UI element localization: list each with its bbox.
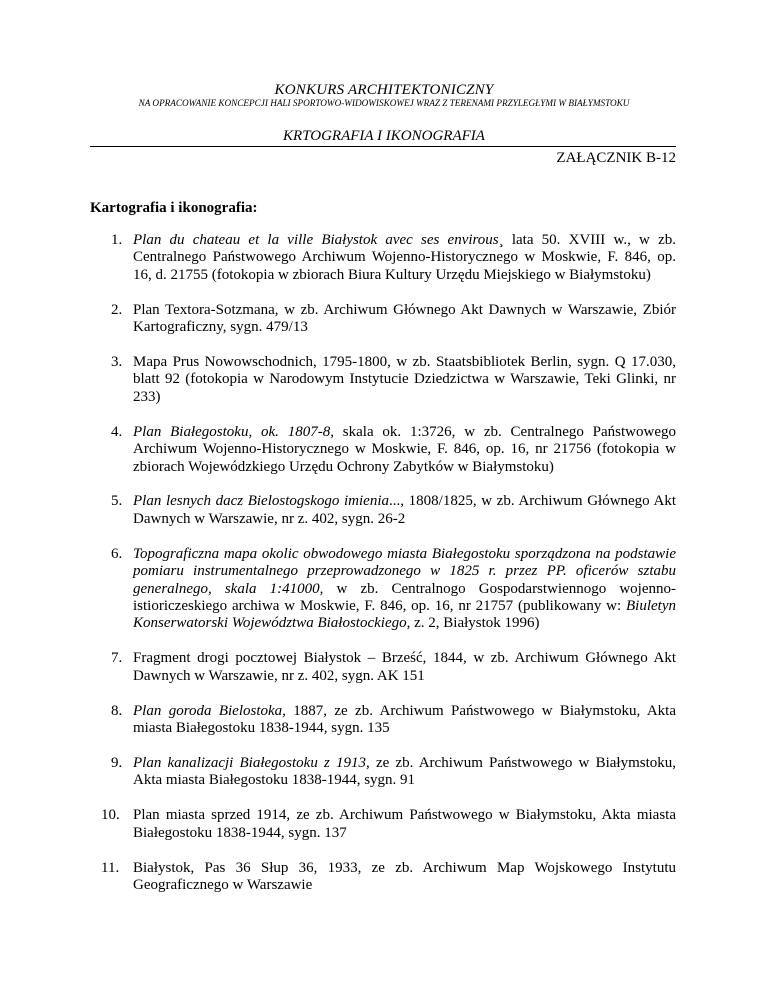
item-title-italic: Plan du chateau et la ville Białystok avec ses envirous bbox=[133, 232, 499, 248]
item-text: ..., 1808/1825, w zb. Archiwum Głównego Akt Dawnych w Warszawie, nr z. 402, sygn. 26-2 bbox=[133, 493, 676, 527]
item-text: , w zb. Centralnogo Gospodarstwiennogo wojenno-istioriczeskiego archiwa w Moskwie, F. 846, op. 16, nr 21757 (publikowany w: bbox=[133, 580, 676, 614]
list-item bbox=[90, 755, 676, 790]
item-text: Białystok, Pas 36 Słup 36, 1933, ze zb. Archiwum Map Wojskowego Instytutu Geograficznego w Warszawie bbox=[133, 859, 676, 893]
item-number: 2. bbox=[111, 301, 123, 318]
item-text: Plan miasta sprzed 1914, ze zb. Archiwum Państwowego w Białymstoku, Akta miasta Białegostoku 1838-1944, sygn. 137 bbox=[133, 807, 676, 841]
item-title-italic: Biuletyn Konserwatorski Województwa Białostockiego bbox=[133, 598, 676, 632]
item-text: Plan Textora-Sotzmana, w zb. Archiwum Głównego Akt Dawnych w Warszawie, Zbiór Kartograficzny, sygn. 479/13 bbox=[133, 301, 676, 336]
item-text: , z. 2, Białystok 1996) bbox=[406, 615, 540, 632]
item-title-italic: Topograficzna mapa okolic obwodowego miasta Białegostoku sporządzona na podstawie pomiaru instrumentalnego przeprowadzonego w 1825 r. przez PP. oficerów sztabu generalnego, skala 1:41000 bbox=[133, 545, 676, 597]
item-text: ze zb. Archiwum Państwowego w Białymstoku, Akta miasta Białegostoku 1838-1944, sygn. 91 bbox=[133, 754, 676, 789]
item-title-italic: Plan Białegostoku, ok. 1807-8, bbox=[133, 423, 334, 440]
list-item bbox=[90, 302, 676, 337]
item-title-italic: Plan goroda Bielostoka, bbox=[133, 702, 286, 719]
list-item bbox=[90, 546, 676, 633]
list-item bbox=[90, 493, 676, 528]
list-item bbox=[90, 650, 676, 685]
list-item bbox=[90, 703, 676, 738]
item-number: 4. bbox=[111, 423, 123, 440]
competition-subtitle: NA OPRACOWANIE KONCEPCJI HALI SPORTOWO-WIDOWISKOWEJ WRAZ Z TERENAMI PRZYLEGŁYMI W BIAŁYMSTOKU bbox=[138, 98, 630, 108]
list-item bbox=[90, 354, 676, 406]
item-number: 5. bbox=[111, 493, 123, 510]
item-number: 9. bbox=[111, 754, 123, 771]
list-item bbox=[90, 860, 676, 895]
list-heading: Kartografia i ikonografia: bbox=[90, 200, 258, 216]
item-number: 6. bbox=[111, 545, 123, 562]
section-title: KRTOGRAFIA I IKONOGRAFIA bbox=[283, 128, 485, 144]
item-title-italic: Plan lesnych dacz Bielostogskogo imienia bbox=[133, 493, 390, 510]
item-number: 10. bbox=[101, 807, 120, 824]
item-number: 1. bbox=[111, 232, 123, 248]
annex-label: ZAŁĄCZNIK B-12 bbox=[556, 150, 676, 166]
item-number: 3. bbox=[111, 354, 123, 371]
list-item bbox=[90, 424, 676, 476]
item-text: Mapa Prus Nowowschodnich, 1795-1800, w zb. Staatsbibliotek Berlin, sygn. Q 17.030, blatt 92 (fotokopia w Narodowym Instytucie Dziedzictwa w Warszawie, Teki Glinki, nr 233) bbox=[133, 354, 676, 405]
item-title-italic: Plan kanalizacji Białegostoku z 1913, bbox=[133, 754, 370, 771]
item-text: skala ok. 1:3726, w zb. Centralnego Państwowego Archiwum Wojenno-Historycznego w Moskwie, F. 846, op. 16, nr 21756 (fotokopia w zbiorach Wojewódzkiego Urzędu Ochrony Zabytków w Białymstoku) bbox=[133, 423, 676, 475]
item-number: 11. bbox=[101, 859, 120, 876]
item-number: 7. bbox=[111, 650, 123, 667]
list-item bbox=[90, 232, 676, 284]
item-text: ¸ lata 50. XVIII w., w zb. Centralnego Państwowego Archiwum Wojenno-Historycznego w Moskwie, F. 846, op. 16, d. 21755 (fotokopia w zbiorach Biura Kultury Urzędu Miejskiego w Białymstoku) bbox=[133, 232, 676, 283]
competition-title: KONKURS ARCHITEKTONICZNY bbox=[274, 82, 494, 98]
item-number: 8. bbox=[111, 702, 123, 719]
item-text: Fragment drogi pocztowej Białystok – Brześć, 1844, w zb. Archiwum Głównego Akt Dawnych w Warszawie, nr z. 402, sygn. AK 151 bbox=[133, 650, 676, 684]
list-item bbox=[90, 807, 676, 842]
header-divider bbox=[90, 146, 676, 147]
item-text: 1887, ze zb. Archiwum Państwowego w Białymstoku, Akta miasta Białegostoku 1838-1944, sygn. 135 bbox=[133, 702, 676, 737]
bibliography-list bbox=[90, 232, 676, 912]
